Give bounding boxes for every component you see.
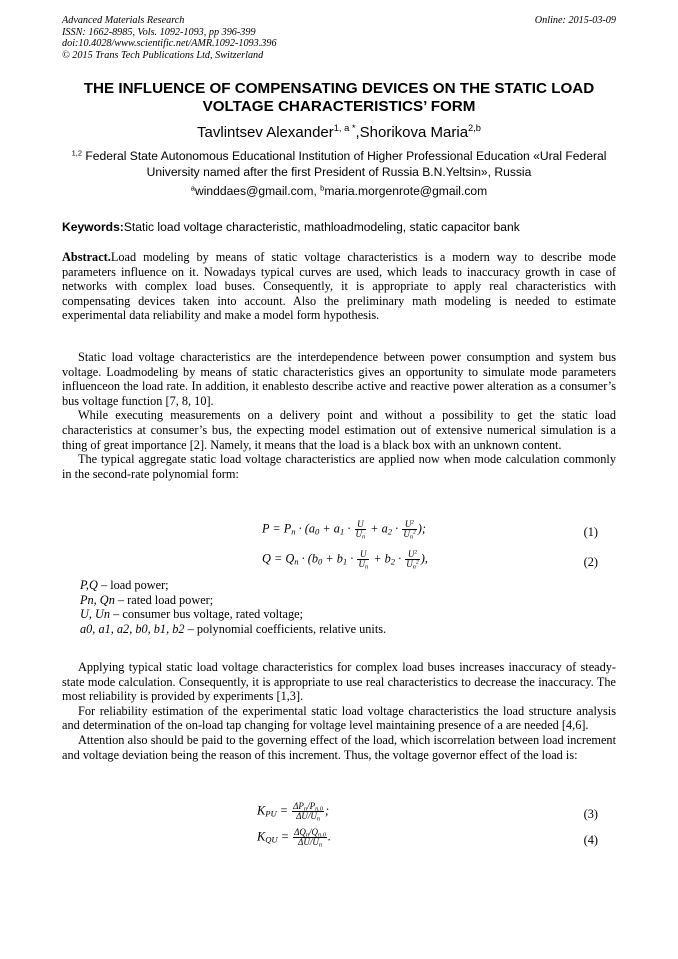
equation-4-number: (4) bbox=[583, 833, 598, 847]
keywords bbox=[62, 220, 616, 234]
author-separator: , bbox=[355, 124, 360, 141]
paragraph-4: Applying typical static load voltage characteristics for complex load buses increases inaccuracy of steady-state mode calculation. Consequently, it is appropriate to use real characteristics to decrease the inaccuracy. The most reliability is provided by experiments [1,3]. bbox=[62, 660, 616, 704]
issn-line: ISSN: 1662-8985, Vols. 1092-1093, pp 396-399 bbox=[62, 26, 256, 38]
email-b-marker: b bbox=[320, 183, 325, 193]
body-section-2 bbox=[62, 660, 616, 762]
doi-line: doi:10.4028/www.scientific.net/AMR.1092-1093.396 bbox=[62, 38, 277, 50]
paragraph-6: Attention also should be paid to the governing effect of the load, which iscorrelation between load increment and voltage deviation being the reason of this increment. Thus, the voltage governor effect of the load is: bbox=[62, 732, 616, 762]
email-a[interactable]: winddaes@gmail.com, bbox=[194, 184, 321, 198]
keywords-label: Keywords: bbox=[62, 220, 124, 234]
symbol-definitions bbox=[80, 578, 600, 636]
paragraph-2: While executing measurements on a delivery point and without a possibility to get the static load characteristics at consumer’s bus, the expecting model estimation out of extensive numerical simulation is a thing of great importance [2]. Namely, it means that the load is a black box with an unknown content. bbox=[62, 408, 616, 452]
author-1: Tavlintsev Alexander bbox=[197, 124, 334, 141]
definition-2-symbol: Pn, Qn bbox=[80, 592, 115, 607]
running-header bbox=[62, 15, 277, 61]
definition-1-symbol: P,Q bbox=[80, 578, 98, 592]
copyright-line: © 2015 Trans Tech Publications Ltd, Switzerland bbox=[62, 49, 264, 61]
equation-1: $P = P_n \cdot (a_0 + a_1$ · $\frac{U}{U_n}$ + $a_2$ · $\frac{U^2}{U_n^2}$ ); (1) bbox=[262, 519, 598, 541]
equation-3: $K_{PU}$ = $\frac{\Delta P_n/P_{n.0}}{\Delta U/U_n}$ ; (3) bbox=[257, 801, 598, 823]
equation-3-number: (3) bbox=[583, 807, 598, 821]
paragraph-3: The typical aggregate static load voltage characteristics are applied now when mode calculation commonly in the second-rate polynomial form: bbox=[62, 452, 616, 481]
author-2-marker: 2,b bbox=[468, 123, 481, 134]
definition-4-symbol: a0, a1, a2, b0, b1, b2 bbox=[80, 621, 185, 636]
equation-2-number: (2) bbox=[583, 555, 598, 569]
definition-1-text: – load power; bbox=[97, 578, 169, 592]
affiliation-marker: 1,2 bbox=[71, 148, 83, 158]
author-1-marker: 1, a * bbox=[333, 123, 356, 134]
definition-4-text: – polynomial coefficients, relative units. bbox=[184, 621, 387, 636]
abstract-label: Abstract. bbox=[62, 250, 111, 264]
definition-2-text: – rated load power; bbox=[114, 592, 214, 607]
definition-3 bbox=[80, 607, 600, 622]
email-line bbox=[62, 184, 616, 198]
equation-4: $K_{QU}$ = $\frac{\Delta Q_n/Q_{n.0}}{\Delta U/U_n}$ . (4) bbox=[257, 827, 598, 849]
definition-3-text: – consumer bus voltage, rated voltage; bbox=[110, 607, 303, 622]
author-line bbox=[62, 124, 616, 141]
definition-2 bbox=[80, 593, 600, 608]
journal-name: Advanced Materials Research bbox=[62, 15, 185, 26]
definition-1 bbox=[80, 578, 600, 593]
body-section-1 bbox=[62, 350, 616, 481]
affiliation bbox=[62, 149, 616, 180]
equation-2: $Q = Q_n \cdot (b_0 + b_1$ · $\frac{U}{U_n}$ + $b_2$ · $\frac{U^2}{U_n^2}$ ), (2) bbox=[262, 549, 598, 571]
online-date: Online: 2015-03-09 bbox=[534, 15, 616, 26]
keywords-text: Static load voltage characteristic, mathloadmodeling, static capacitor bank bbox=[123, 220, 520, 234]
abstract bbox=[62, 250, 616, 323]
definition-4 bbox=[80, 622, 600, 637]
abstract-text: Load modeling by means of static voltage characteristics is a modern way to describe mode parameters influence on it. Nowadays typical curves are used, which leads to inaccuracy growth in case of networks with complex load buses. Consequently, it is appropriate to apply real characteristics with compensating devices taken into account. Also the preliminary math modeling is needed to estimate experimental data reliability and make a model form hypothesis. bbox=[62, 250, 616, 323]
email-a-marker: a bbox=[190, 183, 195, 193]
equation-1-number: (1) bbox=[583, 525, 598, 539]
affiliation-text: Federal State Autonomous Educational Institution of Higher Professional Education «Ural Federal University named after the first President of Russia B.N.Yeltsin», Russia bbox=[82, 149, 607, 179]
paper-title: THE INFLUENCE OF COMPENSATING DEVICES ON THE STATIC LOAD VOLTAGE CHARACTERISTICS’ FORM bbox=[83, 80, 595, 115]
author-2: Shorikova Maria bbox=[359, 124, 469, 141]
paragraph-5: For reliability estimation of the experimental static load voltage characteristics the load structure analysis and determination of the on-load tap changing for voltage level maintaining presence of a are needed [4,6]. bbox=[62, 703, 616, 733]
definition-3-symbol: U, Un bbox=[80, 607, 111, 622]
email-b[interactable]: maria.morgenrote@gmail.com bbox=[324, 184, 488, 198]
paragraph-1: Static load voltage characteristics are the interdependence between power consumption and system bus voltage. Loadmodeling by means of static characteristics gives an opportunity to simulate mode parameters influenceon the load rate. In addition, it enablesto describe active and reactive power alteration as a consumer’s bus voltage function [7, 8, 10]. bbox=[62, 350, 616, 408]
